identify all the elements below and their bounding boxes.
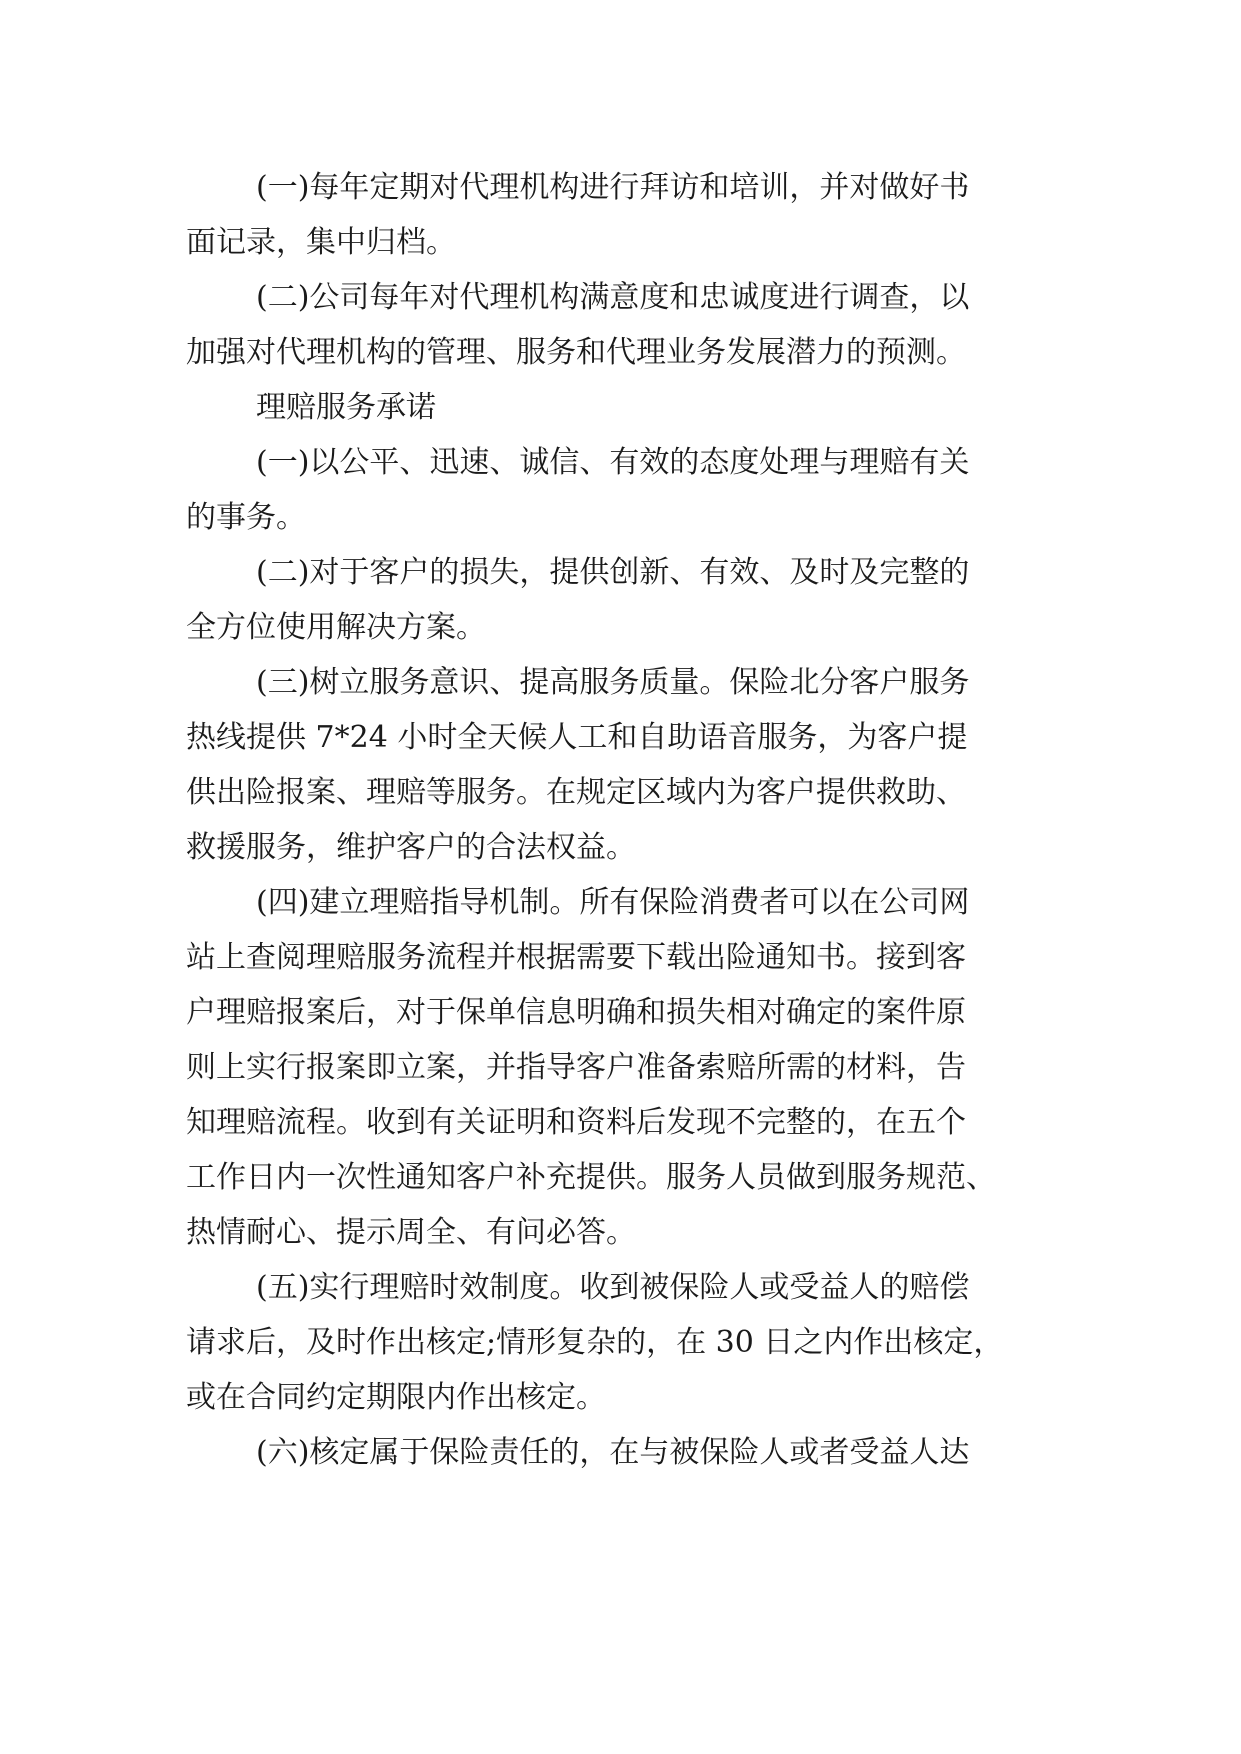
- paragraph-line: (二)公司每年对代理机构满意度和忠诚度进行调查，以: [256, 280, 970, 315]
- paragraph-line: 供出险报案、理赔等服务。在规定区域内为客户提供救助、: [186, 775, 966, 810]
- paragraph-line: (一)每年定期对代理机构进行拜访和培训，并对做好书: [256, 170, 970, 205]
- heading-text: 理赔服务承诺: [256, 390, 436, 425]
- paragraph-line: 站上查阅理赔服务流程并根据需要下载出险通知书。接到客: [186, 940, 966, 975]
- paragraph-line: (三)树立服务意识、提高服务质量。保险北分客户服务: [256, 665, 970, 700]
- paragraph-line: 知理赔流程。收到有关证明和资料后发现不完整的，在五个: [186, 1105, 966, 1140]
- paragraph-line: 的事务。: [186, 500, 306, 535]
- document-body: [186, 160, 1066, 1480]
- paragraph-loss-solutions: [186, 545, 1066, 655]
- paragraph-line: 工作日内一次性通知客户补充提供。服务人员做到服务规范、: [186, 1160, 996, 1195]
- paragraph-line: 则上实行报案即立案，并指导客户准备索赔所需的材料，告: [186, 1050, 966, 1085]
- paragraph-line: (六)核定属于保险责任的，在与被保险人或者受益人达: [256, 1435, 970, 1470]
- paragraph-fair-claims: [186, 435, 1066, 545]
- paragraph-claims-timeliness: [186, 1260, 1066, 1425]
- paragraph-line: 加强对代理机构的管理、服务和代理业务发展潜力的预测。: [186, 335, 966, 370]
- paragraph-liability-verification: [186, 1425, 1066, 1480]
- paragraph-line: 请求后，及时作出核定;情形复杂的，在 30 日之内作出核定，: [186, 1325, 1004, 1360]
- paragraph-line: 热线提供 7*24 小时全天候人工和自助语音服务，为客户提: [186, 720, 968, 755]
- paragraph-line: 全方位使用解决方案。: [186, 610, 486, 645]
- paragraph-line: 面记录，集中归档。: [186, 225, 456, 260]
- paragraph-line: 或在合同约定期限内作出核定。: [186, 1380, 606, 1415]
- paragraph-line: 救援服务，维护客户的合法权益。: [186, 830, 636, 865]
- paragraph-line: (一)以公平、迅速、诚信、有效的态度处理与理赔有关: [256, 445, 970, 480]
- paragraph-service-quality: [186, 655, 1066, 875]
- section-heading: [186, 380, 1066, 435]
- paragraph-claims-guidance: [186, 875, 1066, 1260]
- paragraph-line: (五)实行理赔时效制度。收到被保险人或受益人的赔偿: [256, 1270, 970, 1305]
- paragraph-line: (二)对于客户的损失，提供创新、有效、及时及完整的: [256, 555, 970, 590]
- paragraph-satisfaction-survey: [186, 270, 1066, 380]
- paragraph-line: (四)建立理赔指导机制。所有保险消费者可以在公司网: [256, 885, 970, 920]
- paragraph-visit-training: [186, 160, 1066, 270]
- paragraph-line: 热情耐心、提示周全、有问必答。: [186, 1215, 636, 1250]
- paragraph-line: 户理赔报案后，对于保单信息明确和损失相对确定的案件原: [186, 995, 966, 1030]
